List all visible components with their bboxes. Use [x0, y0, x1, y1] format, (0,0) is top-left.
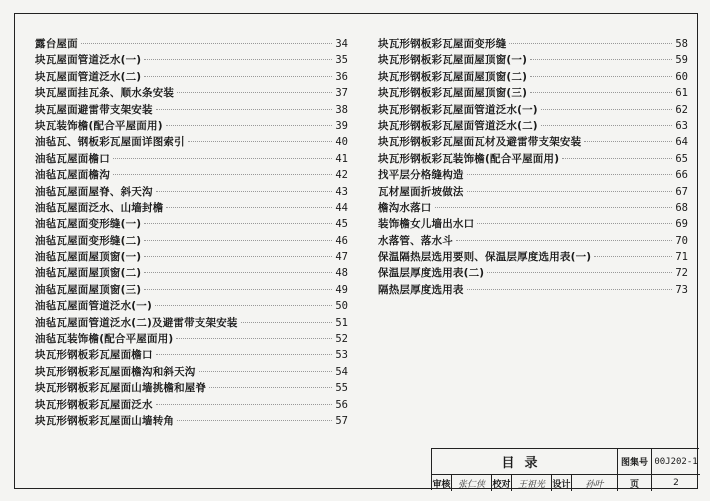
toc-entry — [35, 364, 348, 380]
toc-entry-title: 块瓦形钢板彩瓦屋面屋顶窗(二) — [378, 70, 528, 83]
toc-entry-title: 油毡瓦屋面屋脊、斜天沟 — [35, 185, 153, 198]
toc-entry — [35, 413, 348, 429]
dot-leader — [530, 92, 672, 93]
toc-entry-page: 54 — [335, 365, 348, 378]
toc-entry — [35, 249, 348, 265]
dot-leader — [509, 43, 672, 44]
dot-leader — [144, 59, 332, 60]
toc-entry — [35, 298, 348, 314]
toc-entry-title: 块瓦屋面管道泛水(二) — [35, 70, 142, 83]
toc-entry — [35, 216, 348, 232]
toc-entry-page: 69 — [675, 218, 688, 231]
drawing-sheet — [14, 13, 698, 489]
toc-entry-page: 64 — [675, 136, 688, 149]
toc-entry — [35, 200, 348, 216]
title-block-title: 目录 — [432, 449, 618, 475]
design-label: 设计 — [552, 475, 572, 491]
toc-entry — [35, 167, 348, 183]
toc-entry-title: 块瓦形钢板彩瓦屋面檐口 — [35, 349, 153, 362]
toc-entry — [35, 151, 348, 167]
toc-entry — [378, 184, 688, 200]
toc-entry — [35, 118, 348, 134]
dot-leader — [81, 43, 333, 44]
toc-entry — [35, 36, 348, 52]
toc-entry — [378, 233, 688, 249]
dot-leader — [467, 289, 673, 290]
toc-entry-title: 块瓦形钢板彩瓦装饰檐(配合平屋面用) — [378, 152, 560, 165]
dot-leader — [541, 125, 673, 126]
toc-entry-page: 65 — [675, 152, 688, 165]
toc-entry-title: 油毡瓦屋面屋顶窗(二) — [35, 267, 142, 280]
toc-entry-page: 50 — [335, 300, 348, 313]
toc-entry-title: 保温隔热层选用要则、保温层厚度选用表(一) — [378, 251, 592, 264]
toc-entry-title: 块瓦形钢板彩瓦屋面檐沟和斜天沟 — [35, 365, 196, 378]
toc-entry-page: 62 — [675, 103, 688, 116]
toc-entry-page: 35 — [335, 54, 348, 67]
toc-entry — [35, 315, 348, 331]
toc-entry-page: 34 — [335, 38, 348, 50]
dot-leader — [562, 158, 672, 159]
page-label: 页 — [618, 475, 652, 491]
dot-leader — [467, 174, 673, 175]
dot-leader — [144, 76, 332, 77]
dot-leader — [144, 272, 332, 273]
toc-entry — [378, 36, 688, 52]
design-signature: 孙叶 — [572, 475, 618, 491]
dot-leader — [177, 92, 332, 93]
toc-entry-title: 块瓦装饰檐(配合平屋面用) — [35, 119, 163, 132]
toc-entry — [378, 134, 688, 150]
dot-leader — [156, 404, 333, 405]
toc-entry-page: 66 — [675, 169, 688, 182]
dot-leader — [144, 256, 332, 257]
dot-leader — [166, 125, 333, 126]
toc-entry-page: 53 — [335, 349, 348, 362]
toc-entry-page: 61 — [675, 87, 688, 100]
toc-entry — [378, 102, 688, 118]
toc-entry-page: 36 — [335, 70, 348, 83]
dot-leader — [144, 289, 332, 290]
toc-entry-page: 60 — [675, 70, 688, 83]
toc-entry — [378, 282, 688, 298]
dot-leader — [241, 322, 333, 323]
toc-entry — [378, 265, 688, 281]
toc-entry-title: 水落管、落水斗 — [378, 234, 453, 247]
toc-entry — [35, 331, 348, 347]
toc-entry-title: 檐沟水落口 — [378, 201, 432, 214]
toc-entry — [35, 397, 348, 413]
toc-entry-title: 油毡瓦屋面屋顶窗(一) — [35, 251, 142, 264]
toc-entry — [35, 102, 348, 118]
toc-entry-title: 块瓦形钢板彩瓦屋面山墙挑檐和屋脊 — [35, 382, 207, 395]
toc-entry-title: 油毡瓦屋面檐沟 — [35, 169, 110, 182]
toc-entry-title: 油毡瓦屋面泛水、山墙封檐 — [35, 201, 164, 214]
toc-entry — [35, 134, 348, 150]
toc-entry — [378, 69, 688, 85]
toc-entry-title: 瓦材屋面折坡做法 — [378, 185, 464, 198]
dot-leader — [177, 420, 332, 421]
toc-entry — [35, 282, 348, 298]
toc-entry — [378, 118, 688, 134]
toc-entry-title: 找平层分格缝构造 — [378, 169, 464, 182]
toc-entry — [378, 52, 688, 68]
toc-entry-page: 71 — [675, 251, 688, 264]
dot-leader — [166, 207, 332, 208]
dot-leader — [594, 256, 672, 257]
toc-entry-title: 油毡瓦装饰檐(配合平屋面用) — [35, 333, 174, 346]
toc-entry-page: 52 — [335, 333, 348, 346]
toc-entry — [378, 167, 688, 183]
dot-leader — [541, 109, 673, 110]
toc-entry-title: 保温层厚度选用表(二) — [378, 267, 485, 280]
toc-entry-page: 46 — [335, 234, 348, 247]
toc-entry-title: 块瓦形钢板彩瓦屋面泛水 — [35, 398, 153, 411]
dot-leader — [155, 305, 332, 306]
toc-entry — [378, 249, 688, 265]
toc-entry — [35, 380, 348, 396]
dot-leader — [456, 240, 672, 241]
toc-entry-title: 块瓦形钢板彩瓦屋面管道泛水(一) — [378, 103, 538, 116]
page-number: 2 — [673, 478, 679, 488]
toc-entry-title: 油毡瓦屋面屋顶窗(三) — [35, 283, 142, 296]
toc-entry — [35, 347, 348, 363]
toc-entry-page: 40 — [335, 136, 348, 149]
dot-leader — [156, 191, 333, 192]
toc-entry-title: 油毡瓦屋面变形缝(二) — [35, 234, 142, 247]
toc-entry-page: 42 — [335, 169, 348, 182]
toc-entry — [378, 216, 688, 232]
toc-entry — [35, 233, 348, 249]
toc-entry — [35, 85, 348, 101]
toc-entry-page: 56 — [335, 398, 348, 411]
toc-entry-page: 51 — [335, 316, 348, 329]
dot-leader — [477, 223, 672, 224]
toc-entry — [378, 200, 688, 216]
check-signature: 王祖光 — [512, 475, 552, 491]
toc-entry-page: 41 — [335, 152, 348, 165]
dot-leader — [156, 109, 333, 110]
toc-entry-title: 块瓦形钢板彩瓦屋面屋顶窗(三) — [378, 87, 528, 100]
toc-entry-title: 块瓦形钢板彩瓦屋面管道泛水(二) — [378, 119, 538, 132]
review-label: 审核 — [432, 475, 452, 491]
dot-leader — [435, 207, 673, 208]
toc-entry-page: 49 — [335, 283, 348, 296]
dot-leader — [467, 191, 673, 192]
toc-entry-page: 43 — [335, 185, 348, 198]
toc-entry-title: 块瓦形钢板彩瓦屋面屋顶窗(一) — [378, 54, 528, 67]
review-signature: 张仁侠 — [452, 475, 492, 491]
dot-leader — [584, 141, 672, 142]
toc-entry-page: 45 — [335, 218, 348, 231]
toc-entry-page: 63 — [675, 119, 688, 132]
toc-entry-page: 57 — [335, 414, 348, 427]
toc-entry-title: 块瓦屋面挂瓦条、顺水条安装 — [35, 87, 175, 100]
toc-entry-title: 装饰檐女儿墙出水口 — [378, 218, 475, 231]
toc-entry-title: 块瓦形钢板彩瓦屋面变形缝 — [378, 38, 507, 50]
toc-entry-title: 块瓦形钢板彩瓦屋面山墙转角 — [35, 414, 175, 427]
toc-entry-page: 48 — [335, 267, 348, 280]
toc-entry-title: 油毡瓦屋面变形缝(一) — [35, 218, 142, 231]
toc-entry-page: 58 — [675, 38, 688, 50]
toc-entry-title: 块瓦屋面避雷带支架安装 — [35, 103, 153, 116]
atlas-number-label: 图集号 — [618, 449, 652, 475]
toc-entry — [35, 265, 348, 281]
toc-entry-page: 70 — [675, 234, 688, 247]
toc-entry-title: 油毡瓦屋面檐口 — [35, 152, 110, 165]
dot-leader — [113, 158, 332, 159]
check-label: 校对 — [492, 475, 512, 491]
toc-entry — [378, 151, 688, 167]
toc-entry-title: 隔热层厚度选用表 — [378, 283, 464, 296]
toc-entry-page: 47 — [335, 251, 348, 264]
toc-entry-page: 59 — [675, 54, 688, 67]
toc-entry-title: 油毡瓦屋面管道泛水(二)及避雷带支架安装 — [35, 316, 238, 329]
toc-entry — [35, 69, 348, 85]
toc-entry-page: 73 — [675, 283, 688, 296]
dot-leader — [176, 338, 332, 339]
toc-entry-title: 块瓦形钢板彩瓦屋面瓦材及避雷带支架安装 — [378, 136, 582, 149]
toc-entry — [378, 85, 688, 101]
toc-entry-page: 39 — [335, 119, 348, 132]
dot-leader — [188, 141, 333, 142]
dot-leader — [144, 223, 332, 224]
toc-entry-page: 67 — [675, 185, 688, 198]
dot-leader — [487, 272, 672, 273]
toc-entry-title: 露台屋面 — [35, 38, 78, 50]
toc-entry-page: 55 — [335, 382, 348, 395]
toc-entry-page: 37 — [335, 87, 348, 100]
dot-leader — [530, 76, 672, 77]
toc-entry-page: 44 — [335, 201, 348, 214]
toc-entry — [35, 52, 348, 68]
atlas-number: 00J202-1 — [652, 449, 700, 475]
toc-left-column — [35, 36, 348, 429]
dot-leader — [530, 59, 672, 60]
title-block — [431, 448, 699, 490]
toc-entry-title: 块瓦屋面管道泛水(一) — [35, 54, 142, 67]
toc-entry-page: 68 — [675, 201, 688, 214]
dot-leader — [199, 371, 333, 372]
toc-entry-title: 油毡瓦、钢板彩瓦屋面详图索引 — [35, 136, 185, 149]
toc-entry — [35, 184, 348, 200]
toc-entry-page: 38 — [335, 103, 348, 116]
toc-entry-page: 72 — [675, 267, 688, 280]
dot-leader — [113, 174, 332, 175]
toc-right-column — [378, 36, 688, 298]
dot-leader — [209, 387, 332, 388]
dot-leader — [156, 354, 333, 355]
toc-entry-title: 油毡瓦屋面管道泛水(一) — [35, 300, 152, 313]
dot-leader — [144, 240, 332, 241]
